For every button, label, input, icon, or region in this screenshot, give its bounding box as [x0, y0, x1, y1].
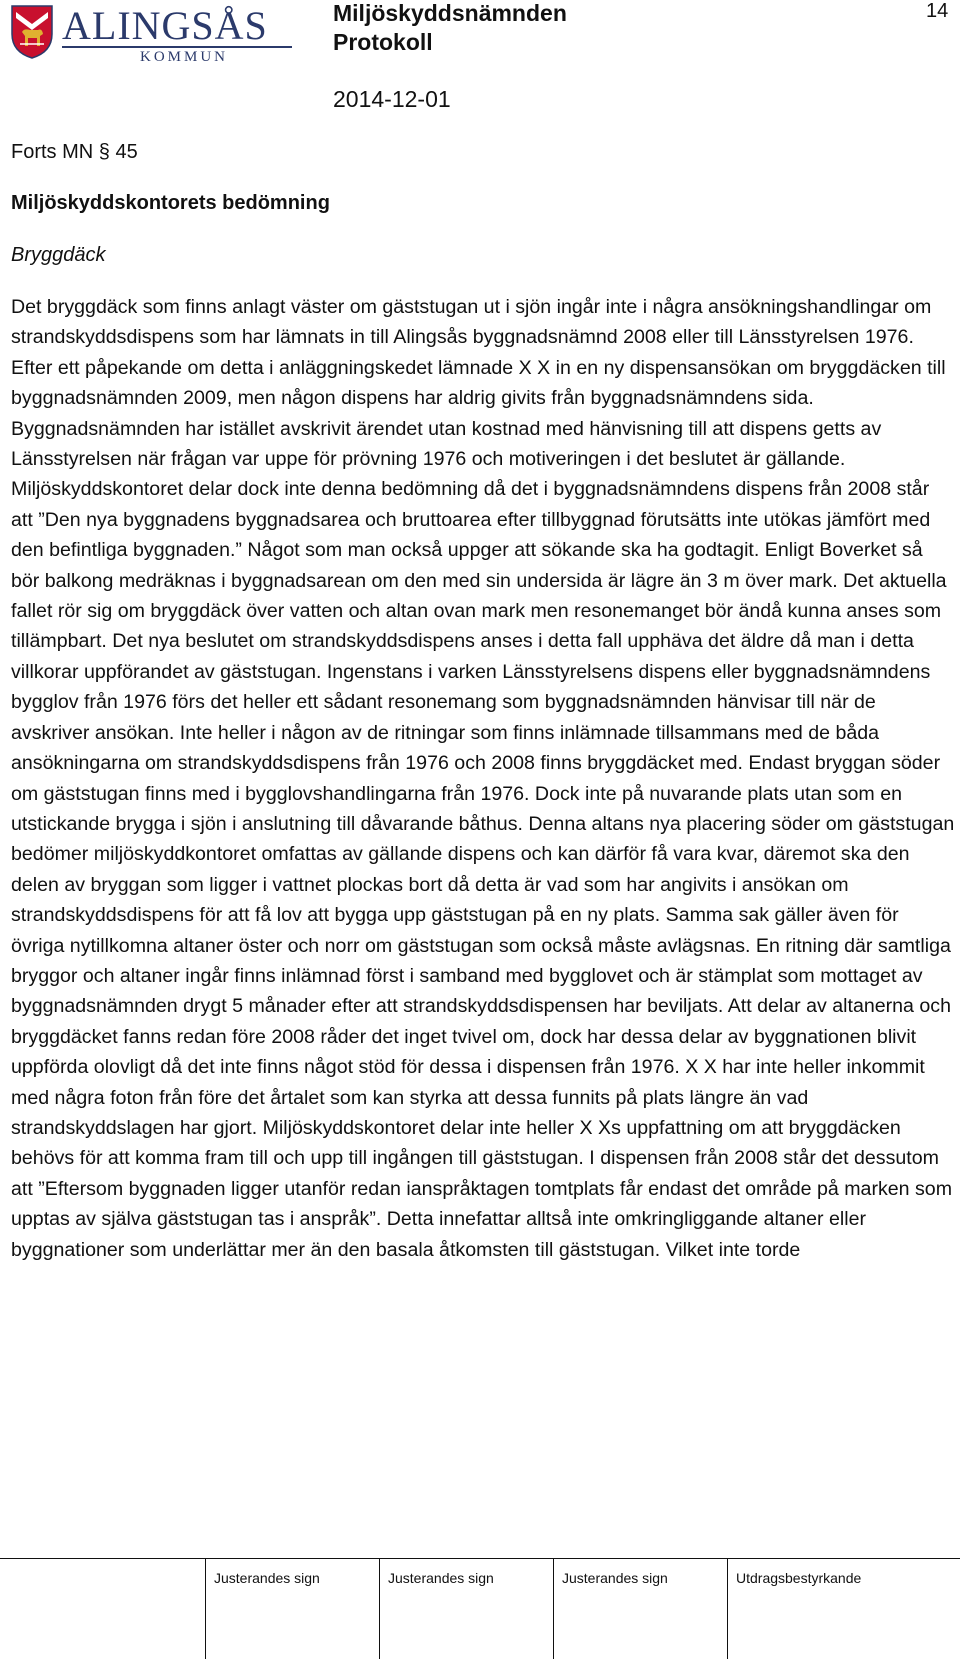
signature-box-2 — [379, 1558, 554, 1659]
section-subheading: Bryggdäck — [11, 244, 106, 266]
body-paragraph: Det bryggdäck som finns anlagt väster om gäststugan ut i sjön ingår inte i några ansökningshandlingar om strandskyddsdispens som har lämnats in till Alingsås byggnadsnämnd 2008 eller till Länsstyrelsen 1976. Efter ett påpekande om detta i anläggningskedet lämnade X X in en ny dispensansökan om bryggdäcken till byggnadsnämnden 2009, men någon dispens har aldrig givits från byggnadsnämndens sida. Byggnadsnämnden har istället avskrivit ärendet utan kostnad med hänvisning till att dispens getts av Länsstyrelsen när frågan var uppe för prövning 1976 och motiveringen i det beslutet är gällande. Miljöskyddskontoret delar dock inte denna bedömning då det i byggnadsnämndens dispens från 2008 står att ”Den nya byggnadens byggnadsarea och bruttoarea efter tillbyggnad förutsätts inte utökas jämfört med den befintliga byggnaden.” Något som man också uppger att sökande ska ha godtagit. Enligt Boverket så bör balkong medräknas i byggnadsarean om den med sin undersida är lägre än 3 m över mark. Det aktuella fallet rör sig om bryggdäck över vatten och altan ovan mark men resonemanget bör ändå kunna anses som tillämpbart. Det nya beslutet om strandskyddsdispens anses i detta fall upphäva det äldre då man i detta villkorar uppförandet av gäststugan. Ingenstans i varken Länsstyrelsens dispens eller byggnadsnämndens bygglov från 1976 förs det heller ett sådant resonemang som byggnadsnämnden hänvisar till när de avskriver ansökan. Inte heller i någon av de ritningar som finns inlämnade tillsammans med de båda ansökningarna om strandskyddsdispens från 1976 och 2008 finns bryggdäcket med. Endast bryggan söder om gäststugan finns med i bygglovshandlingarna från 1976. Dock inte på nuvarande plats utan som en utstickande brygga i sjön i anslutning till dåvarande båthus. Denna altans nya placering söder om gäststugan bedömer miljöskyddkontoret omfattas av gällande dispens och kan därför få vara kvar, däremot ska den delen av bryggan som ligger i vattnet plockas bort då detta är vad som har angivits i ansökan om strandskyddsdispens för att få lov att bygga upp gäststugan på en ny plats. Samma sak gäller även för övriga nytillkomna altaner öster och norr om gäststugan som också måste avlägsnas. En ritning där samtliga bryggor och altaner ingår finns inlämnad först i samband med bygglovet och är stämplat som mottaget av byggnadsnämnden drygt 5 månader efter att strandskyddsdispensen har beviljats. Att delar av altanerna och bryggdäcket fanns redan före 2008 råder det inget tvivel om, dock har dessa delar av byggnationen blivit uppförda olovligt då det inte finns något stöd för dessa i dispensen från 1976. X X har inte heller inkommit med några foton från före det årtalet som kan styrka att dessa funnits på plats längre än vad strandskyddslagen har gjort. Miljöskyddskontoret delar inte heller X Xs uppfattning om att bryggdäcken behövs för att komma fram till och upp till ingången till gäststugan. I dispensen från 2008 står det dessutom att ”Eftersom byggnaden ligger utanför redan ianspråktagen tomtplats får endast det område på marken som upptas av själva gäststugan tas i anspråk”. Detta innefattar alltså inte omkringliggande altaner eller byggnationer som underlättar mer än den basala åtkomsten till gäststugan. Vilket inte torde — [11, 296, 955, 1261]
signature-label-3: Justerandes sign — [562, 1570, 668, 1586]
section-heading: Miljöskyddskontorets bedömning — [11, 192, 330, 214]
page-number: 14 — [926, 0, 949, 22]
document-type: Protokoll — [333, 29, 433, 55]
signature-box-1 — [205, 1558, 380, 1659]
municipality-logo — [10, 4, 290, 68]
committee-name: Miljöskyddsnämnden — [333, 0, 567, 26]
signature-label-1: Justerandes sign — [214, 1570, 320, 1586]
logo-subtitle: KOMMUN — [140, 49, 229, 65]
logo-divider — [62, 46, 292, 48]
signature-label-2: Justerandes sign — [388, 1570, 494, 1586]
continuation-reference: Forts MN § 45 — [11, 141, 138, 163]
meeting-date: 2014-12-01 — [333, 86, 451, 112]
extract-certification-box — [727, 1558, 960, 1659]
extract-certification-label: Utdragsbestyrkande — [736, 1570, 862, 1586]
signature-box-3 — [553, 1558, 728, 1659]
logo-wordmark: ALINGSÅS — [62, 3, 268, 48]
coat-of-arms-icon — [10, 4, 54, 60]
